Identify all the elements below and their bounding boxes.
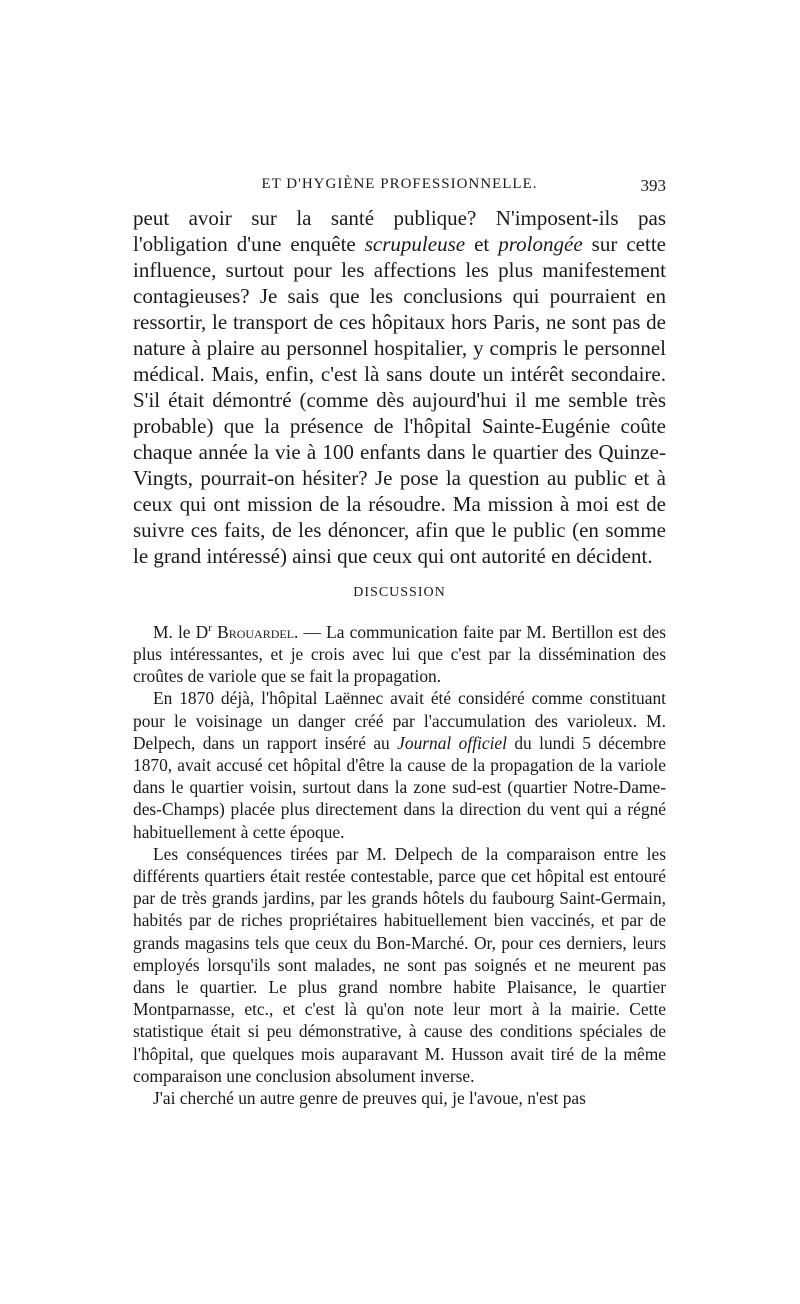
emphasis-prolongee: prolongée bbox=[498, 232, 583, 256]
speaker-prefix: M. le D bbox=[153, 621, 209, 642]
p2-text-2: du lundi 5 décembre 1870, avait accusé cet hôpital d'être la cause de la propagation de la variole dans le quartier voisin, surtout dans la zone sud-est (quartier Notre-Dame-des-Champs) placée plus directement dans la direction du vent qui a régné habituellement à cette époque. bbox=[133, 732, 666, 842]
section-title: DISCUSSION bbox=[353, 585, 446, 600]
discussion-paragraph-2 bbox=[133, 687, 666, 842]
intro-text-1: peut avoir sur la santé publique? N'imposent-ils pas l'obligation d'une enquête bbox=[133, 206, 666, 256]
intro-text-2: et bbox=[465, 232, 499, 256]
p2-text-1: En 1870 déjà, l'hôpital Laënnec avait été considéré comme constituant pour le voisinage un danger créé par l'accumulation des varioleux. M. Delpech, dans un rapport inséré au bbox=[133, 688, 666, 753]
page-number: 393 bbox=[640, 176, 666, 195]
discussion-paragraph-1-text: — La communication faite par M. Bertillon est des plus intéressantes, et je crois avec lui que c'est par la dissémination des croûtes de variole que se fait la propagation. bbox=[133, 621, 666, 687]
intro-paragraph bbox=[133, 205, 666, 569]
discussion-paragraph-3: Les conséquences tirées par M. Delpech de la comparaison entre les différents quartiers était restée contestable, parce que cet hôpital est entouré par de très grands jardins, par les grands hôtels du faubourg Saint-Germain, habités par de riches propriétaires habituellement bien vaccinés, et par de grands magasins tels que ceux du Bon-Marché. Or, pour ces derniers, leurs employés lorsqu'ils sont malades, ne sont pas soignés et ne meurent pas dans le quartier. Le plus grand nombre habite Plaisance, le quartier Montparnasse, etc., et c'est là qu'on note leur mort à la mairie. Cette statistique était si peu démonstrative, à cause des conditions spéciales de l'hôpital, que quelques mois auparavant M. Husson avait tiré de la même comparaison une conclusion absolument inverse. bbox=[133, 843, 666, 1086]
emphasis-journal-officiel: Journal officiel bbox=[397, 732, 507, 753]
speaker-sup: r bbox=[208, 622, 212, 634]
page-body bbox=[133, 205, 666, 1109]
discussion-paragraph-1 bbox=[133, 617, 666, 687]
speaker-name: Brouardel. bbox=[217, 621, 299, 642]
page-header bbox=[133, 176, 666, 200]
intro-text-3: sur cette influence, surtout pour les affections les plus manifestement contagieuses? Je sais que les conclusions qui pourraient en ressortir, le transport de ces hôpitaux hors Paris, ne sont pas de nature à plaire au personnel hospitalier, y compris le personnel médical. Mais, enfin, c'est là sans doute un intérêt secondaire. S'il était démontré (comme dès aujourd'hui il me semble très probable) que la présence de l'hôpital Sainte-Eugénie coûte chaque année la vie à 100 enfants dans le quartier des Quinze-Vingts, pourrait-on hésiter? Je pose la question au public et à ceux qui ont mission de la résoudre. Ma mission à moi est de suivre ces faits, de les dénoncer, afin que le public (en somme le grand intéressé) ainsi que ceux qui ont autorité en décident. bbox=[133, 232, 666, 568]
emphasis-scrupuleuse: scrupuleuse bbox=[364, 232, 466, 256]
discussion-paragraph-4: J'ai cherché un autre genre de preuves qui, je l'avoue, n'est pas bbox=[153, 1088, 586, 1109]
running-head: ET D'HYGIÈNE PROFESSIONNELLE. bbox=[261, 176, 538, 192]
